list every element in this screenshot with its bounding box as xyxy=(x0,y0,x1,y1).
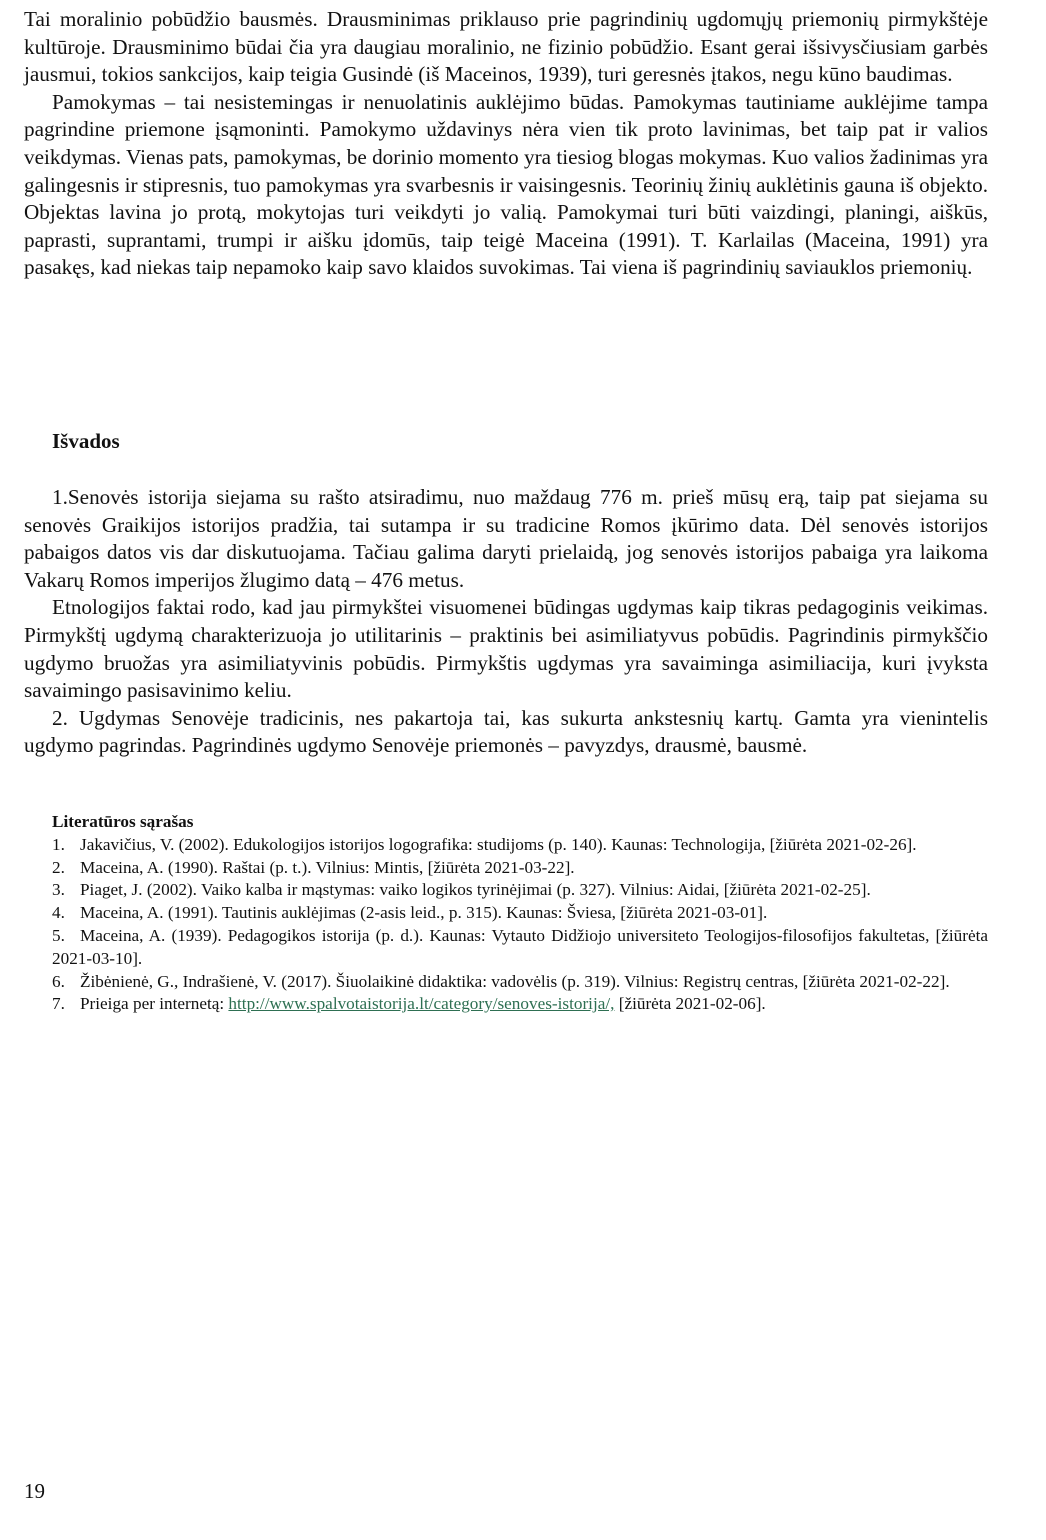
page-number: 19 xyxy=(24,1479,45,1503)
body-section xyxy=(24,6,988,282)
references-list xyxy=(52,834,988,1016)
reference-item: 4. Maceina, A. (1991). Tautinis auklėjimas (2-asis leid., p. 315). Kaunas: Šviesa, [žiūrėta 2021-03-01]. xyxy=(52,903,768,923)
references-title: Literatūros sąrašas xyxy=(52,812,194,831)
reference-item-web: 7. Prieiga per internetą: http://www.spalvotaistorija.lt/category/senoves-istorija/, [žiūrėta 2021-02-06]. xyxy=(52,994,766,1014)
conclusion-paragraph-2: Etnologijos faktai rodo, kad jau pirmykštei visuomenei būdingas ugdymas kaip tikras pedagoginis veikimas. Pirmykštį ugdymą charakterizuoja jo utilitarinis – praktinis bei asimiliatyvus pobūdis. Pagrindinis pirmykščio ugdymo bruožas yra asimiliatyvinis pobūdis. Pirmykštis ugdymas yra savaiminga asimiliacija, kuri įvyksta savaimingo pasisavinimo keliu. xyxy=(24,595,988,703)
conclusions-heading-block xyxy=(24,427,988,455)
paragraph-instruction: Pamokymas – tai nesistemingas ir nenuolatinis auklėjimo būdas. Pamokymas tautiniame auklėjime tampa pagrindine priemone įsąmoninti. Pamokymo uždavinys nėra vien tik proto lavinimas, bet taip pat ir valios veikdymas. Vienas pats, pamokymas, be dorinio momento yra tiesiog blogas mokymas. Kuo valios žadinimas yra galingesnis ir stipresnis, tuo pamokymas yra svarbesnis ir vaisingesnis. Teorinių žinių auklėtinis gauna iš objekto. Objektas lavina jo protą, mokytojas turi veikdyti jo valią. Pamokymai turi būti vaizdingi, planingi, aiškūs, paprasti, suprantami, trumpi ir aišku įdomūs, taip teigė Maceina (1991). T. Karlailas (Maceina, 1991) yra pasakęs, kad niekas taip nepamoko kaip savo klaidos suvokimas. Tai viena iš pagrindinių saviauklos priemonių. xyxy=(24,89,988,280)
conclusion-paragraph-1: 1.Senovės istorija siejama su rašto atsiradimu, nuo maždaug 776 m. prieš mūsų erą, taip pat siejama su senovės Graikijos istorijos pradžia, tai sutampa ir su tradicine Romos įkūrimo data. Dėl senovės istorijos pabaigos datos vis dar diskutuojama. Tačiau galima daryti prielaidą, jog senovės istorijos pabaiga yra laikoma Vakarų Romos imperijos žlugimo datą – 476 metus. xyxy=(24,485,988,592)
reference-item: 3. Piaget, J. (2002). Vaiko kalba ir mąstymas: vaiko logikos tyrinėjimai (p. 327). Vilnius: Aidai, [žiūrėta 2021-02-25]. xyxy=(52,880,871,900)
conclusion-paragraph-3: 2. Ugdymas Senovėje tradicinis, nes pakartoja tai, kas sukurta ankstesnių kartų. Gamta yra vienintelis ugdymo pagrindas. Pagrindinės ugdymo Senovėje priemonės – pavyzdys, drausmė, bausmė. xyxy=(24,705,988,758)
reference-item: 2. Maceina, A. (1990). Raštai (p. t.). Vilnius: Mintis, [žiūrėta 2021-03-22]. xyxy=(52,857,575,877)
reference-item: 6. Žibėnienė, G., Indrašienė, V. (2017). Šiuolaikinė didaktika: vadovėlis (p. 319). Vilnius: Registrų centras, [žiūrėta 2021-02-22]. xyxy=(52,971,950,991)
paragraph-punishments: Tai moralinio pobūdžio bausmės. Drausminimas priklauso prie pagrindinių ugdomųjų priemonių pirmykštėje kultūroje. Drausminimo būdai čia yra daugiau moralinio, ne fizinio pobūdžio. Esant gerai išsivysčiusiam garbės jausmui, tokios sankcijos, kaip teigia Gusindė (iš Maceinos, 1939), turi geresnės įtakos, negu kūno baudimas. xyxy=(24,7,988,87)
conclusions-heading: Išvados xyxy=(52,429,120,453)
conclusions-section xyxy=(24,484,988,760)
references-section xyxy=(52,811,988,1016)
reference-item: 5. Maceina, A. (1939). Pedagogikos istorija (p. d.). Kaunas: Vytauto Didžiojo universiteto Teologijos-filosofijos fakultetas, [žiūrėta 2021-03-10]. xyxy=(52,925,988,968)
reference-item: 1. Jakavičius, V. (2002). Edukologijos istorijos logografika: studijoms (p. 140). Kaunas: Technologija, [žiūrėta 2021-02-26]. xyxy=(52,834,917,854)
reference-link[interactable]: http://www.spalvotaistorija.lt/category/senoves-istorija/, xyxy=(228,994,615,1014)
